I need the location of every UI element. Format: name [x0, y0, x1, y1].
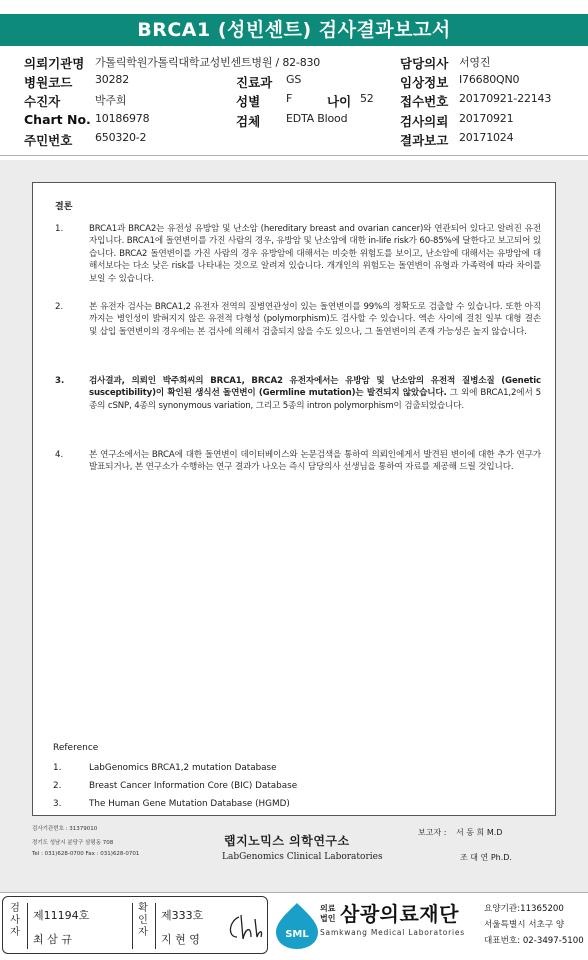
request-value: 20170921 — [459, 112, 514, 125]
chart-value: 10186978 — [95, 112, 150, 125]
reporter-label: 보고자 : — [418, 828, 447, 837]
doctor-value: 서영진 — [459, 56, 491, 69]
header-divider — [0, 155, 588, 156]
paragraph-text: BRCA1과 BRCA2는 유전성 유방암 및 난소암 (hereditary breast and ovarian cancer)와 연관되어 있다고 알려진 유전자입니다. BRCA1에 돌연변이를 가진 사람의 경우, 유방암 및 난소암에 대한 in-life risk가 60-85%에 달한다고 보고되어 있습니다. BRCA2 돌연변이를 가진 사람의 경우 유방암에 대해서는 비슷한 위험도를 보이고, 난소암에 대해서는 유방암에 대해서보다는 다소 낮은 risk를 나타내는 것으로 알려져 있습니다. 개개인의 위험도는 돌연변이 유형과 가족력에 따라 차이를 보일 수 있습니다. — [89, 224, 541, 284]
specimen-label: 검체 — [236, 114, 261, 129]
age-value: 52 — [360, 92, 374, 105]
paragraph-text: 본 연구소에서는 BRCA에 대한 돌연변이 데이터베이스와 논문검색을 통하여 의뢰인에게서 발견된 변이에 대한 추가 연구가 발표되거나, 본 연구소가 수행하는 연구 결과가 나오는 즉시 담당의사 선생님을 통하여 자료를 제공해 드릴 것입니다. — [89, 450, 541, 473]
box-divider — [132, 903, 133, 949]
org-address: 서울특별시 서초구 양 — [484, 920, 565, 930]
lab-phone: Tel : 031)628-0700 Fax : 031)628-0701 — [32, 851, 140, 857]
reference-text: LabGenomics BRCA1,2 mutation Database — [89, 763, 277, 773]
patient-value: 박주희 — [95, 94, 127, 107]
reference-text: The Human Gene Mutation Database (HGMD) — [89, 799, 290, 809]
inspector-vertical-label: 검사자 — [10, 903, 20, 938]
institution-label: 의뢰기관명 — [24, 56, 85, 71]
reference-title: Reference — [53, 743, 99, 753]
paragraph-1 — [55, 223, 541, 285]
org-type-line1: 의료 — [320, 904, 336, 913]
report-date-value: 20171024 — [459, 131, 514, 144]
patient-label: 수진자 — [24, 94, 61, 109]
patient-info — [0, 52, 588, 152]
paragraph-number: 3. — [55, 376, 65, 386]
reference-number: 1. — [53, 763, 62, 773]
dept-value: GS — [286, 73, 302, 86]
result-detail: 그 외에 BRCA1,2에서 5종의 cSNP, 4종의 synonymous variation, 그리고 5종의 intron polymorphism이 검출되었습니다. — [89, 388, 542, 411]
paragraph-3 — [55, 375, 541, 412]
signature-box — [2, 896, 268, 954]
code-value: 30282 — [95, 73, 129, 86]
specimen-value: EDTA Blood — [286, 112, 348, 125]
org-name: 삼광의료재단 — [340, 902, 459, 926]
chart-label: Chart No. — [24, 112, 91, 127]
box-divider — [27, 903, 28, 949]
paragraph-number: 4. — [55, 450, 64, 460]
sex-value: F — [286, 92, 293, 105]
org-name-en: Samkwang Medical Laboratories — [320, 928, 465, 937]
paragraph-text — [89, 375, 541, 412]
institution-footer — [0, 894, 588, 960]
dept-label: 진료과 — [236, 75, 273, 90]
lab-code: 검사기관번호 : 31379010 — [32, 826, 98, 832]
confirmer-number: 제333호 — [161, 909, 204, 922]
request-label: 검사의뢰 — [400, 114, 449, 129]
receipt-label: 접수번호 — [400, 94, 449, 109]
code-label: 병원코드 — [24, 75, 73, 90]
paragraph-number: 1. — [55, 224, 64, 234]
footer-divider — [0, 892, 588, 893]
report-title: BRCA1 (성빈센트) 검사결과보고서 — [0, 14, 588, 46]
receipt-value: 20170921-22143 — [459, 92, 552, 105]
director-name: 조 대 연 Ph.D. — [460, 853, 512, 862]
reference-number: 2. — [53, 781, 62, 791]
paragraph-number: 2. — [55, 302, 64, 312]
org-phone: 대표번호: 02-3497-5100 — [484, 936, 584, 946]
org-type-line2: 법인 — [320, 914, 336, 923]
age-label: 나이 — [327, 94, 352, 109]
lab-name-en: LabGenomics Clinical Laboratories — [222, 852, 383, 862]
reference-number: 3. — [53, 799, 62, 809]
confirmer-vertical-label: 확인자 — [138, 903, 148, 938]
sml-logo-icon — [272, 900, 322, 950]
signature-icon — [225, 911, 263, 941]
clinical-value: I76680QN0 — [459, 73, 520, 86]
doctor-label: 담당의사 — [400, 56, 449, 71]
inspector-number: 제11194호 — [33, 909, 90, 922]
institution-value: 가톨릭학원가톨릭대학교성빈센트병원 / 82-830 — [95, 56, 321, 69]
paragraph-text: 본 유전자 검사는 BRCA1,2 유전자 전역의 질병연관성이 있는 돌연변이를 99%의 정확도로 검출할 수 있습니다. 또한 아직까지는 병인성이 밝혀지지 않은 유전적 다형성 (polymorphism)도 검사할 수 있습니다. 엑손 사이에 걸친 일부 대형 결손 및 삽입 돌연변이의 경우에는 본 검사에 의해서 검출되지 않을 수도 있으나, 그 돌연변이의 존재 가능성은 높지 않습니다. — [89, 302, 541, 337]
confirmer-name: 지 현 영 — [161, 933, 200, 946]
lab-name-ko: 랩지노믹스 의학연구소 — [224, 834, 350, 848]
box-divider — [155, 903, 156, 949]
report-box — [32, 182, 556, 816]
report-date-label: 결과보고 — [400, 133, 449, 148]
svg-text:SML: SML — [285, 929, 309, 940]
paragraph-4 — [55, 449, 541, 474]
lab-footer — [0, 818, 588, 892]
reference-text: Breast Cancer Information Core (BIC) Database — [89, 781, 298, 791]
org-code: 요양기관:11365200 — [484, 904, 564, 914]
inspector-name: 최 삼 규 — [33, 933, 72, 946]
lab-address: 경기도 성남시 분당구 삼평동 708 — [32, 840, 114, 846]
paragraph-2 — [55, 301, 541, 338]
reporter-name: 서 동 희 M.D — [456, 828, 503, 837]
rrn-label: 주민번호 — [24, 133, 73, 148]
org-type-label — [320, 904, 335, 924]
conclusion-title: 결론 — [55, 202, 73, 212]
result-statement: 검사결과, 의뢰인 박주희씨의 BRCA1, BRCA2 유전자에서는 유방암 및 난소암의 유전적 질병소질 (Genetic susceptibility)이 확인된 생식선 돌연변이 (Germline mutation)는 발견되지 않았습니다. — [89, 376, 541, 399]
clinical-label: 임상정보 — [400, 75, 449, 90]
sex-label: 성별 — [236, 94, 261, 109]
rrn-value: 650320-2 — [95, 131, 147, 144]
